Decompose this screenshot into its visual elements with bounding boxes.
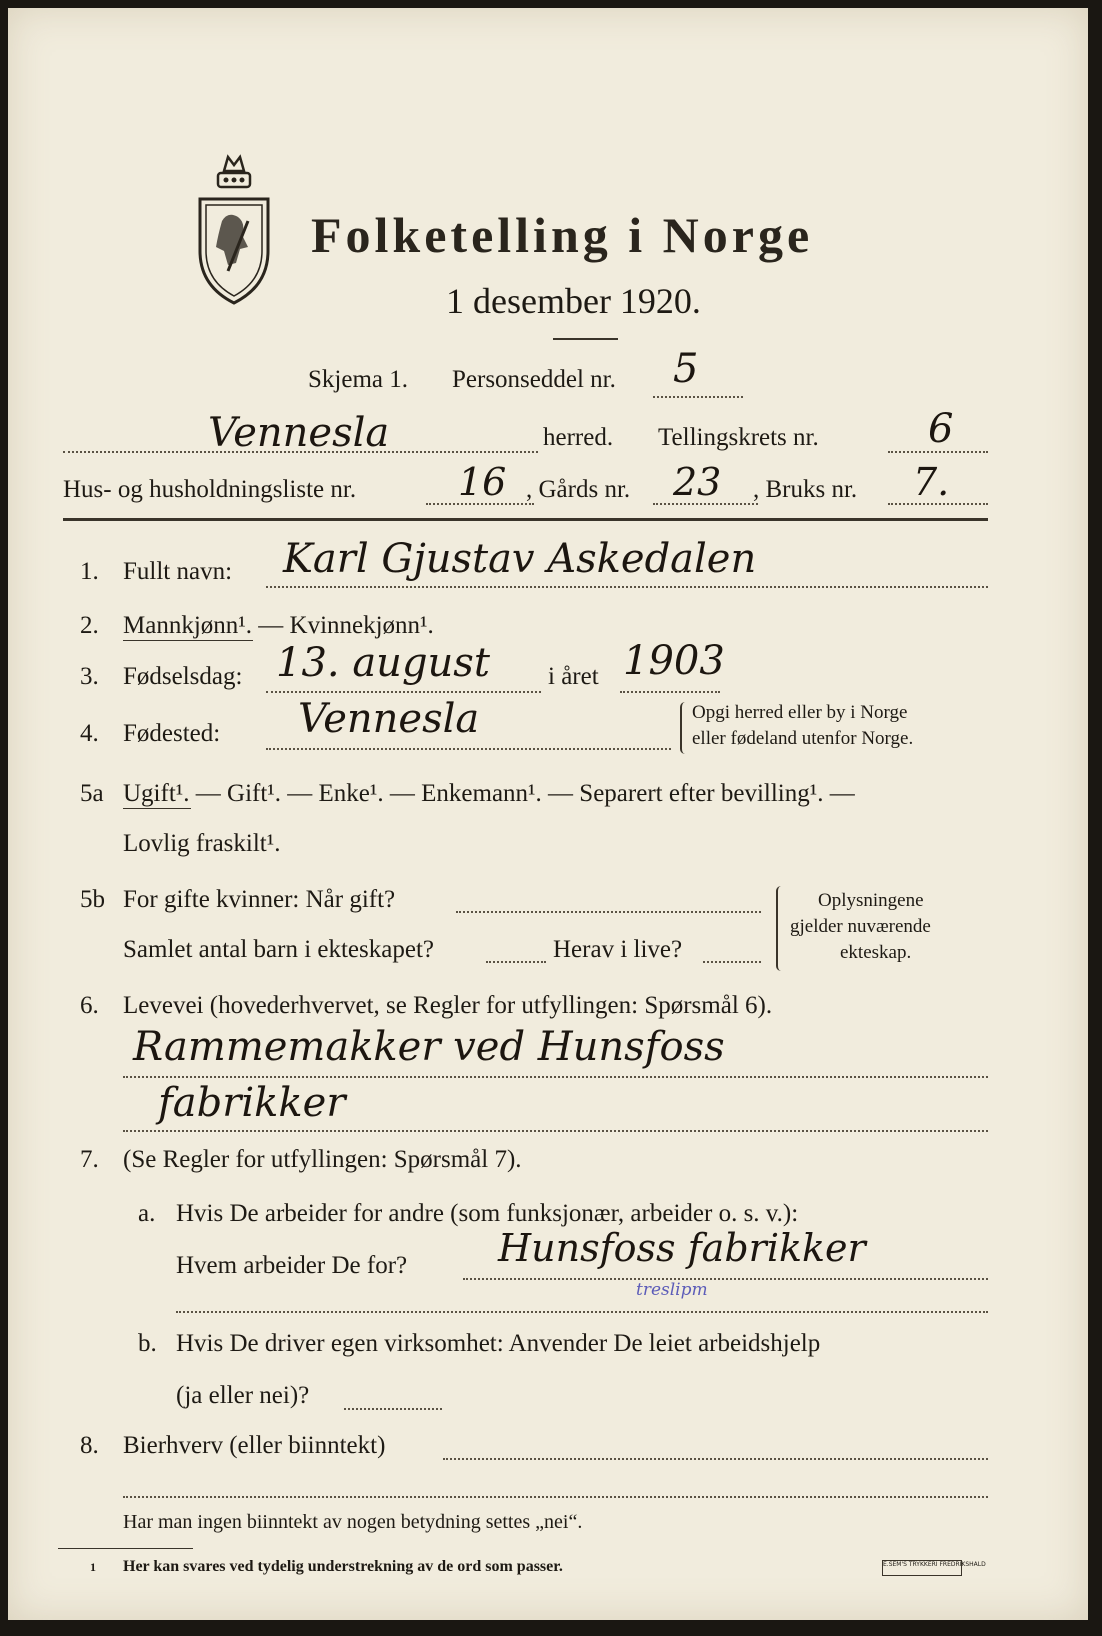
birthplace-value[interactable]: Vennesla [298, 696, 480, 742]
employer-value[interactable]: Hunsfoss fabrikker [498, 1226, 866, 1270]
q3-label: Fødselsdag: [123, 663, 243, 690]
hired-help-line [344, 1408, 442, 1410]
children-label: Samlet antal barn i ekteskapet? [123, 936, 434, 963]
q3-number: 3. [80, 663, 99, 690]
birthplace-note-1: Opgi herred eller by i Norge [692, 702, 908, 723]
printer-mark-text: E.SEM'S TRYKKERI FREDRIKSHALD [883, 1561, 986, 1568]
side-income-note: Har man ingen biinntekt av nogen betydning settes „nei“. [123, 1511, 583, 1533]
q4-number: 4. [80, 720, 99, 747]
children-line [486, 961, 546, 963]
personseddel-line [653, 396, 743, 398]
marriage-note-3: ekteskap. [840, 942, 912, 963]
gards-value[interactable]: 23 [673, 460, 722, 504]
husliste-label: Hus- og husholdningsliste nr. [63, 476, 357, 503]
footnote-text: Her kan svares ved tydelig understrekning av de ord som passer. [123, 1558, 563, 1575]
census-form-page [8, 8, 1088, 1620]
q7b-letter: b. [138, 1330, 157, 1357]
gender-options: Mannkjønn¹. — Kvinnekjønn¹. [123, 612, 434, 639]
marriage-note-brace [776, 886, 786, 971]
employer-note: treslipm [636, 1280, 708, 1300]
gender-underline-mark [123, 640, 253, 641]
q1-number: 1. [80, 558, 99, 585]
header-divider [63, 518, 988, 521]
employer-line-2 [176, 1311, 988, 1313]
birthplace-note-2: eller fødeland utenfor Norge. [692, 728, 914, 749]
side-income-line-2 [123, 1496, 988, 1498]
q2-number: 2. [80, 612, 99, 639]
bruks-label: , Bruks nr. [753, 476, 858, 503]
census-date: 1 desember 1920. [446, 281, 701, 321]
birth-year-value[interactable]: 1903 [623, 638, 725, 684]
herred-value[interactable]: Vennesla [208, 410, 390, 456]
q5b-number: 5b [80, 886, 105, 913]
married-when-line [456, 911, 761, 913]
hired-help-question: Hvis De driver egen virksomhet: Anvender De leiet arbeidshjelp [176, 1330, 821, 1357]
herred-label: herred. [543, 424, 614, 451]
side-income-line [443, 1458, 988, 1460]
marital-status-options-2: Lovlig fraskilt¹. [123, 830, 281, 857]
tellingskrets-label: Tellingskrets nr. [658, 424, 819, 451]
birthday-value[interactable]: 13. august [276, 640, 490, 686]
q4-label: Fødested: [123, 720, 221, 747]
husliste-value[interactable]: 16 [458, 460, 507, 504]
occupation-label: Levevei (hovederhvervet, se Regler for utfyllingen: Spørsmål 6). [123, 992, 773, 1019]
employer-question: Hvis De arbeider for andre (som funksjonær, arbeider o. s. v.): [176, 1200, 799, 1227]
husliste-line [426, 503, 534, 505]
q7a-letter: a. [138, 1200, 156, 1227]
norwegian-coat-of-arms-icon [188, 151, 280, 311]
birth-year-line [620, 691, 720, 693]
footnote-mark: 1 [90, 1560, 96, 1574]
married-when-label: For gifte kvinner: Når gift? [123, 886, 396, 913]
hired-help-label: (ja eller nei)? [176, 1382, 310, 1409]
bruks-value[interactable]: 7. [913, 460, 950, 504]
q7-number: 7. [80, 1146, 99, 1173]
birthplace-line [266, 748, 671, 750]
marriage-note-2: gjelder nuværende [790, 916, 931, 937]
birthplace-note-brace [680, 702, 690, 754]
q8-number: 8. [80, 1432, 99, 1459]
schema-label: Skjema 1. [308, 366, 408, 393]
occupation-line-1 [123, 1076, 988, 1078]
q6-number: 6. [80, 992, 99, 1019]
marriage-note-1: Oplysningene [818, 890, 924, 911]
herred-line [63, 451, 538, 453]
occupation-value-1[interactable]: Rammemakker ved Hunsfoss [133, 1024, 725, 1070]
form-title: Folketelling i Norge [311, 207, 814, 263]
full-name-value[interactable]: Karl Gjustav Askedalen [283, 536, 757, 582]
printer-stamp [882, 1560, 986, 1576]
employer-label: Hvem arbeider De for? [176, 1252, 408, 1279]
personseddel-label: Personseddel nr. [452, 366, 616, 393]
q7-label: (Se Regler for utfyllingen: Spørsmål 7). [123, 1146, 522, 1173]
gards-label: , Gårds nr. [526, 476, 631, 503]
children-alive-label: Herav i live? [553, 936, 683, 963]
personseddel-value[interactable]: 5 [673, 346, 699, 392]
full-name-line [266, 586, 988, 588]
gards-line [653, 503, 758, 505]
marital-status-options: Ugift¹. — Gift¹. — Enke¹. — Enkemann¹. — Separert efter bevilling¹. — [123, 780, 855, 807]
side-income-label: Bierhverv (eller biinntekt) [123, 1432, 386, 1459]
footnote-divider [58, 1548, 193, 1549]
occupation-value-2[interactable]: fabrikker [158, 1080, 346, 1126]
title-divider [553, 338, 618, 340]
occupation-line-2 [123, 1130, 988, 1132]
q1-label: Fullt navn: [123, 558, 233, 585]
birthday-line [266, 691, 541, 693]
q5a-number: 5a [80, 780, 104, 807]
children-alive-line [703, 961, 761, 963]
tellingskrets-line [888, 451, 988, 453]
marital-underline-mark [123, 808, 191, 809]
tellingskrets-value[interactable]: 6 [928, 406, 954, 452]
employer-line [463, 1278, 988, 1280]
bruks-line [888, 503, 988, 505]
birth-year-label: i året [548, 663, 599, 690]
